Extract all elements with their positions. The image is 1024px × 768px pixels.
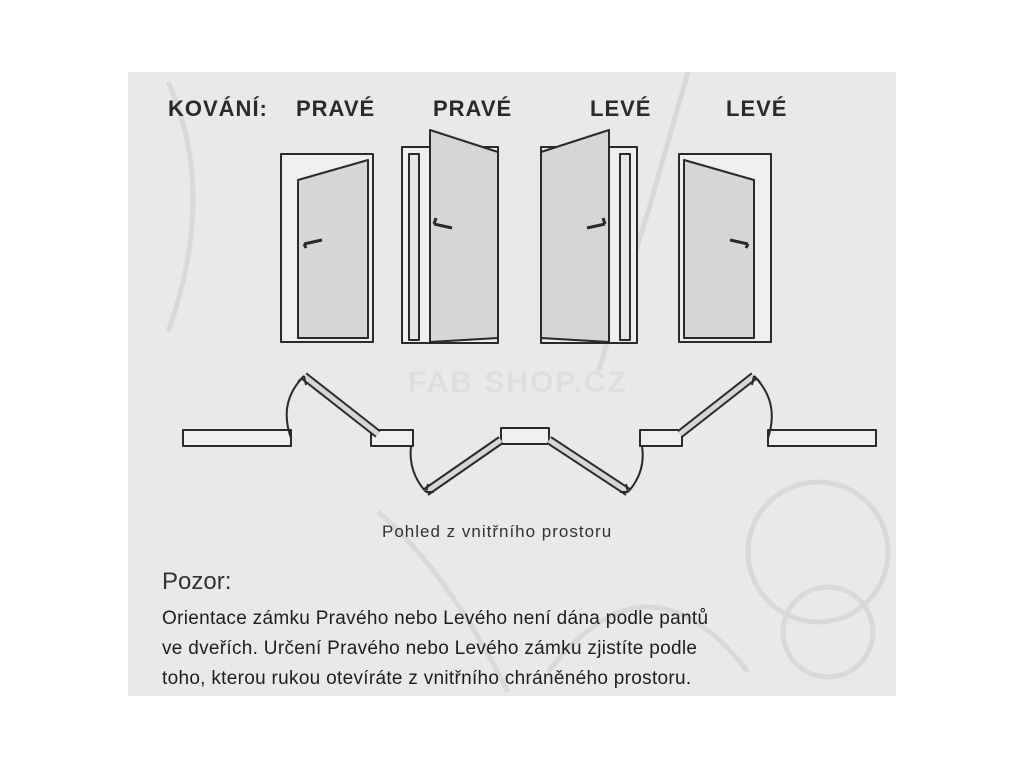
view-caption: Pohled z vnitřního prostoru <box>382 522 613 541</box>
door-label-3: LEVÉ <box>590 96 652 121</box>
note-line-2: ve dveřích. Určení Pravého nebo Levého zámku zjistíte podle <box>162 638 698 659</box>
note-line-3: toho, kterou rukou otevíráte z vnitřního chráněného prostoru. <box>162 668 692 689</box>
door-2-front <box>402 130 498 343</box>
note-line-1: Orientace zámku Pravého nebo Levého není dána podle pantů <box>162 608 709 629</box>
plan-view <box>183 376 876 492</box>
door-label-4: LEVÉ <box>726 96 788 121</box>
door-diagrams <box>128 72 896 522</box>
kovani-label: KOVÁNÍ: <box>168 96 268 121</box>
watermark-text: FAB SHOP.CZ <box>408 366 628 399</box>
door-3-front <box>541 130 637 343</box>
door-1-front <box>281 154 373 342</box>
door-label-2: PRAVÉ <box>433 96 513 121</box>
diagram-panel <box>128 72 896 696</box>
door-label-1: PRAVÉ <box>296 96 376 121</box>
door-4-front <box>679 154 771 342</box>
note-title: Pozor: <box>162 568 232 595</box>
